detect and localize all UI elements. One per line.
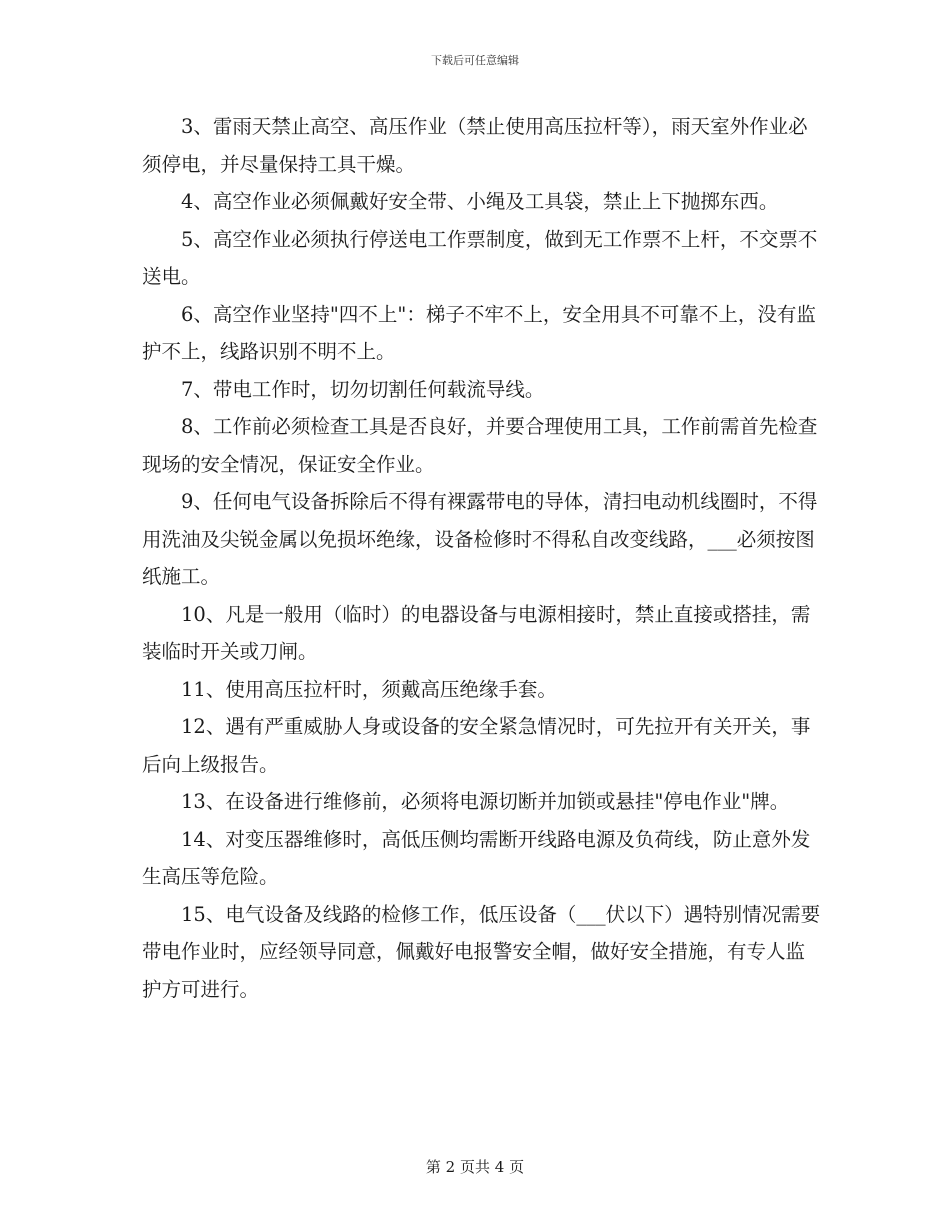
paragraph-rule-3: 3、雷雨天禁止高空、高压作业（禁止使用高压拉杆等），雨天室外作业必须停电，并尽量保持工具干燥。 [142, 115, 808, 176]
paragraph-rule-11: 11、使用高压拉杆时，须戴高压绝缘手套。 [181, 677, 557, 701]
paragraph-rule-6: 6、高空作业坚持"四不上"：梯子不牢不上，安全用具不可靠不上，没有监护不上，线路识别不明不上。 [142, 302, 816, 363]
document-body [142, 108, 822, 1008]
paragraph-rule-4: 4、高空作业必须佩戴好安全带、小绳及工具袋，禁止上下抛掷东西。 [181, 190, 779, 213]
paragraph-rule-8: 8、工作前必须检查工具是否良好，并要合理使用工具，工作前需首先检查现场的安全情况，保证安全作业。 [142, 415, 818, 476]
page-footer: 第 2 页共 4 页 [425, 1158, 525, 1176]
paragraph-rule-5: 5、高空作业必须执行停送电工作票制度，做到无工作票不上杆，不交票不送电。 [142, 227, 818, 288]
paragraph-rule-14: 14、对变压器维修时，高低压侧均需断开线路电源及负荷线，防止意外发生高压等危险。 [142, 827, 811, 888]
paragraph-rule-9: 9、任何电气设备拆除后不得有裸露带电的导体，清扫电动机线圈时，不得用洗油及尖锐金属以免损坏绝缘，设备检修时不得私自改变线路，___必须按图纸施工。 [142, 490, 818, 588]
paragraph-rule-13: 13、在设备进行维修前，必须将电源切断并加锁或悬挂"停电作业"牌。 [181, 790, 790, 813]
paragraph-rule-12: 12、遇有严重威胁人身或设备的安全紧急情况时，可先拉开有关开关，事后向上级报告。 [142, 715, 811, 776]
paragraph-rule-15: 15、电气设备及线路的检修工作，低压设备（___伏以下）遇特别情况需要带电作业时，应经领导同意，佩戴好电报警安全帽，做好安全措施，有专人监护方可进行。 [142, 902, 821, 1001]
paragraph-rule-7: 7、带电工作时，切勿切割任何载流导线。 [181, 377, 545, 401]
paragraph-rule-10: 10、凡是一般用（临时）的电器设备与电源相接时，禁止直接或搭挂，需装临时开关或刀闸。 [142, 602, 811, 663]
page-header: 下载后可任意编辑 [431, 54, 519, 67]
